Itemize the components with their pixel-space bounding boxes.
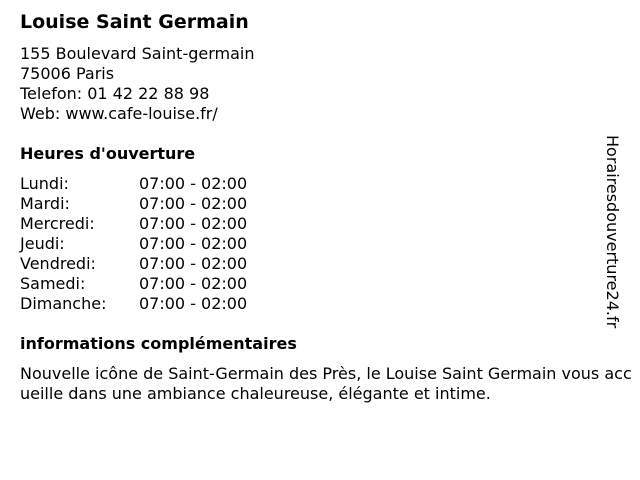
hours-row [20,254,247,274]
hours-row [20,274,247,294]
day-label: Mercredi: [20,214,95,233]
opening-hours-heading: Heures d'ouverture [20,144,196,163]
day-label: Mardi: [20,194,70,213]
time-range: 07:00 - 02:00 [139,214,248,233]
day-label: Lundi: [20,174,69,193]
additional-info-heading: informations complémentaires [20,334,297,353]
day-label: Dimanche: [20,294,107,313]
opening-hours-table [20,174,247,314]
time-range: 07:00 - 02:00 [139,234,248,253]
time-range: 07:00 - 02:00 [139,294,248,313]
hours-row [20,174,247,194]
day-label: Vendredi: [20,254,96,273]
time-range: 07:00 - 02:00 [139,194,248,213]
place-card [20,10,632,404]
hours-row [20,194,247,214]
phone-number: Telefon: 01 42 22 88 98 [20,84,210,103]
time-range: 07:00 - 02:00 [139,274,248,293]
hours-row [20,294,247,314]
day-label: Jeudi: [20,234,65,253]
additional-info-text: Nouvelle icône de Saint-Germain des Près, le Louise Saint Germain vous accueille dans une ambiance chaleureuse, élégante et intime. [20,364,632,403]
hours-row [20,214,247,234]
day-label: Samedi: [20,274,86,293]
address-line-2: 75006 Paris [20,64,115,83]
address-line-1: 155 Boulevard Saint-germain [20,44,255,63]
time-range: 07:00 - 02:00 [139,174,248,193]
site-watermark: Horairesdouverture24.fr [603,135,622,329]
hours-row [20,234,247,254]
time-range: 07:00 - 02:00 [139,254,248,273]
website: Web: www.cafe-louise.fr/ [20,104,218,123]
place-name: Louise Saint Germain [20,11,249,33]
